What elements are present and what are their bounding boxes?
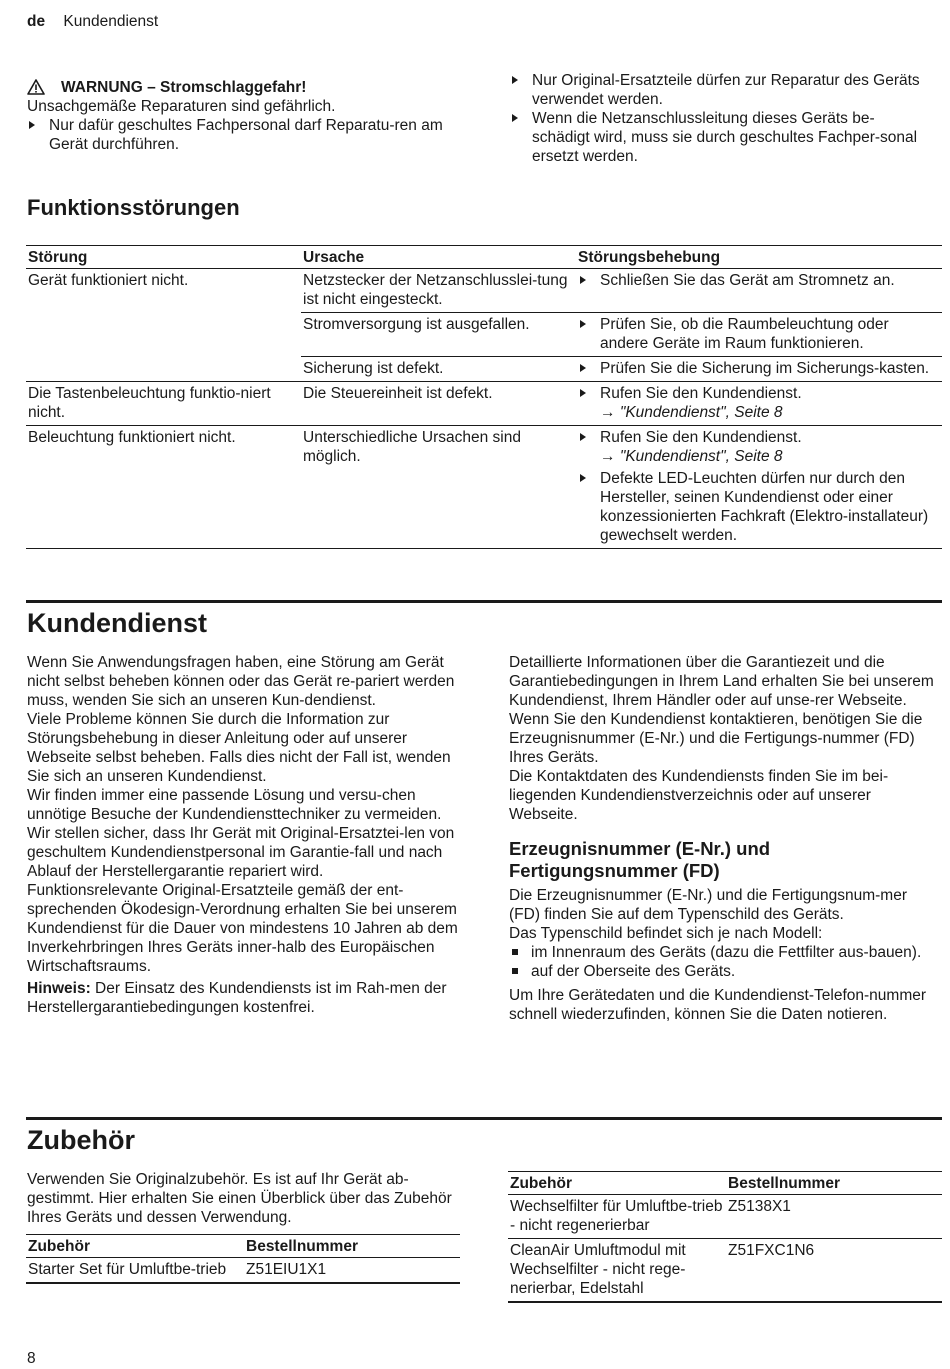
cause-cell: Stromversorgung ist ausgefallen. bbox=[301, 313, 576, 357]
list-item: im Innenraum des Geräts (dazu die Fettfilter aus-bauen). bbox=[509, 943, 941, 962]
cause-cell: Sicherung ist defekt. bbox=[301, 357, 576, 382]
fix-cell bbox=[576, 426, 942, 549]
table-row bbox=[26, 426, 942, 549]
accessory-table-header bbox=[26, 1235, 460, 1258]
kundendienst-left-column bbox=[27, 653, 462, 1017]
paragraph: Wenn Sie den Kundendienst kontaktieren, benötigen Sie die Erzeugnisnummer (E-Nr.) und die Fertigungs-nummer (FD) Ihres Geräts. bbox=[509, 711, 923, 766]
order-number: Z51FXC1N6 bbox=[726, 1239, 942, 1303]
fault-cell: Beleuchtung funktioniert nicht. bbox=[26, 426, 301, 549]
arrow-right-icon: → bbox=[600, 448, 616, 465]
section-title-funktionsstoerungen: Funktionsstörungen bbox=[27, 195, 240, 220]
fault-cell: Gerät funktioniert nicht. bbox=[26, 269, 301, 382]
fault-cell: Die Tastenbeleuchtung funktio-niert nicht. bbox=[26, 382, 301, 426]
fix-cell bbox=[576, 382, 942, 426]
fix-cell bbox=[576, 313, 942, 357]
kundendienst-right-column bbox=[509, 653, 941, 1024]
zubehoer-intro: Verwenden Sie Originalzubehör. Es ist auf Ihr Gerät ab-gestimmt. Hier erhalten Sie einen Überblick über das Zubehör Ihres Geräts und dessen Verwendung. bbox=[27, 1171, 452, 1226]
paragraph: Um Ihre Gerätedaten und die Kundendienst-Telefon-nummer schnell wiederzufinden, können Sie die Daten notieren. bbox=[509, 987, 927, 1023]
warning-triangle-icon bbox=[27, 79, 53, 96]
warning-title bbox=[27, 78, 452, 97]
col-header-bestellnummer: Bestellnummer bbox=[244, 1235, 460, 1258]
section-rule bbox=[26, 1117, 942, 1120]
fix-item: Prüfen Sie, ob die Raumbeleuchtung oder andere Geräte im Raum funktionieren. bbox=[578, 315, 940, 353]
accessory-name: Wechselfilter für Umluftbe-trieb - nicht regenerierbar bbox=[508, 1195, 726, 1239]
cross-reference-text: "Kundendienst", Seite 8 bbox=[619, 404, 783, 421]
paragraph: Detaillierte Informationen über die Garantiezeit und die Garantiebedingungen in Ihrem Land erhalten Sie bei unserem Kundendienst, Ihrem Händler oder auf unse-rer Webseite. bbox=[509, 654, 934, 709]
warning-block-left bbox=[27, 78, 452, 154]
col-header-behebung: Störungsbehebung bbox=[576, 246, 942, 269]
fault-table-header bbox=[26, 246, 942, 269]
header-section-title: Kundendienst bbox=[63, 13, 159, 30]
fix-item: Rufen Sie den Kundendienst. bbox=[578, 428, 940, 447]
accessory-table-header bbox=[508, 1172, 942, 1195]
table-row bbox=[508, 1239, 942, 1303]
accessory-name: CleanAir Umluftmodul mit Wechselfilter - nicht rege-nerierbar, Edelstahl bbox=[508, 1239, 726, 1303]
warning-block-right bbox=[510, 71, 925, 166]
header-language: de bbox=[27, 13, 46, 30]
hint-paragraph bbox=[27, 979, 462, 1017]
col-header-zubehoer: Zubehör bbox=[508, 1172, 726, 1195]
section-title-kundendienst: Kundendienst bbox=[27, 608, 207, 638]
table-row bbox=[26, 382, 942, 426]
fix-item: Schließen Sie das Gerät am Stromnetz an. bbox=[578, 271, 940, 290]
cause-cell: Unterschiedliche Ursachen sind möglich. bbox=[301, 426, 576, 549]
page-header bbox=[27, 12, 158, 31]
fix-item: Rufen Sie den Kundendienst. bbox=[578, 384, 940, 403]
subsection-title-erzeugnisnummer: Erzeugnisnummer (E-Nr.) und Fertigungsnummer (FD) bbox=[509, 838, 771, 881]
order-number: Z51EIU1X1 bbox=[244, 1258, 460, 1284]
accessory-table-left bbox=[26, 1234, 460, 1284]
arrow-right-icon: → bbox=[600, 404, 616, 421]
hint-label: Hinweis: bbox=[27, 980, 91, 997]
section-rule bbox=[26, 600, 942, 603]
paragraph: Viele Probleme können Sie durch die Information zur Störungsbehebung in dieser Anleitung oder auf unserer Webseite selbst beheben. Falls dies nicht der Fall ist, wenden Sie sich an unseren Kundendienst. bbox=[27, 711, 451, 785]
warning-bullet-right-2: Wenn die Netzanschlussleitung dieses Geräts be-schädigt wird, muss sie durch geschultes Fachper-sonal ersetzt werden. bbox=[510, 109, 925, 166]
hint-text: Der Einsatz des Kundendiensts ist im Rah-men der Herstellergarantiebedingungen kostenfrei. bbox=[27, 980, 447, 1016]
warning-text: Unsachgemäße Reparaturen sind gefährlich. bbox=[27, 98, 336, 115]
paragraph: Wenn Sie Anwendungsfragen haben, eine Störung am Gerät nicht selbst beheben können oder das Gerät re-pariert werden muss, wenden Sie sich an unseren Kun-dendienst. bbox=[27, 654, 455, 709]
fault-table bbox=[26, 245, 942, 549]
accessory-name: Starter Set für Umluftbe-trieb bbox=[26, 1258, 244, 1284]
table-row bbox=[26, 1258, 460, 1284]
table-row bbox=[508, 1195, 942, 1239]
section-title-zubehoer: Zubehör bbox=[27, 1125, 135, 1155]
cause-cell: Die Steuereinheit ist defekt. bbox=[301, 382, 576, 426]
warning-bullet-right-1: Nur Original-Ersatzteile dürfen zur Reparatur des Geräts verwendet werden. bbox=[510, 71, 925, 109]
paragraph: Das Typenschild befindet sich je nach Modell: bbox=[509, 925, 823, 942]
cause-cell: Netzstecker der Netzanschlusslei-tung ist nicht eingesteckt. bbox=[301, 269, 576, 313]
paragraph: Die Kontaktdaten des Kundendiensts finden Sie im bei-liegenden Kundendienstverzeichnis oder auf unserer Webseite. bbox=[509, 768, 889, 823]
col-header-zubehoer: Zubehör bbox=[26, 1235, 244, 1258]
page-number: 8 bbox=[27, 1350, 36, 1367]
table-row bbox=[26, 269, 942, 313]
warning-bullet-left-1: Nur dafür geschultes Fachpersonal darf Reparatu-ren am Gerät durchführen. bbox=[27, 116, 452, 154]
col-header-stoerung: Störung bbox=[26, 246, 301, 269]
paragraph: Wir stellen sicher, dass Ihr Gerät mit Original-Ersatztei-len von geschultem Kundendienstpersonal im Garantie-fall und nach Ablauf der Herstellergarantie repariert wird. bbox=[27, 825, 455, 880]
accessory-table-right bbox=[508, 1171, 942, 1303]
col-header-bestellnummer: Bestellnummer bbox=[726, 1172, 942, 1195]
cross-reference-link[interactable] bbox=[578, 403, 940, 422]
order-number: Z5138X1 bbox=[726, 1195, 942, 1239]
fix-cell bbox=[576, 269, 942, 313]
col-header-ursache: Ursache bbox=[301, 246, 576, 269]
paragraph: Funktionsrelevante Original-Ersatzteile gemäß der ent-sprechenden Ökodesign-Verordnung erhalten Sie bei unserem Kundendienst für die Dauer von mindestens 10 Jahren ab dem Inverkehrbringen Ihres Geräts inner-halb des Europäischen Wirtschaftsraums. bbox=[27, 882, 458, 975]
cross-reference-text: "Kundendienst", Seite 8 bbox=[619, 448, 783, 465]
paragraph: Wir finden immer eine passende Lösung und versu-chen unnötige Besuche der Kundendiensttechniker zu vermeiden. bbox=[27, 787, 442, 823]
fix-item: Defekte LED-Leuchten dürfen nur durch den Hersteller, seinen Kundendienst oder einer konzessionierten Fachkraft (Elektro-installateur) gewechselt werden. bbox=[578, 469, 940, 545]
paragraph: Die Erzeugnisnummer (E-Nr.) und die Fertigungsnum-mer (FD) finden Sie auf dem Typenschild des Geräts. bbox=[509, 887, 907, 923]
cross-reference-link[interactable] bbox=[578, 447, 940, 466]
fix-item: Prüfen Sie die Sicherung im Sicherungs-kasten. bbox=[578, 359, 940, 378]
fix-cell bbox=[576, 357, 942, 382]
warning-title-text: WARNUNG – Stromschlaggefahr! bbox=[61, 79, 307, 96]
list-item: auf der Oberseite des Geräts. bbox=[509, 962, 941, 981]
